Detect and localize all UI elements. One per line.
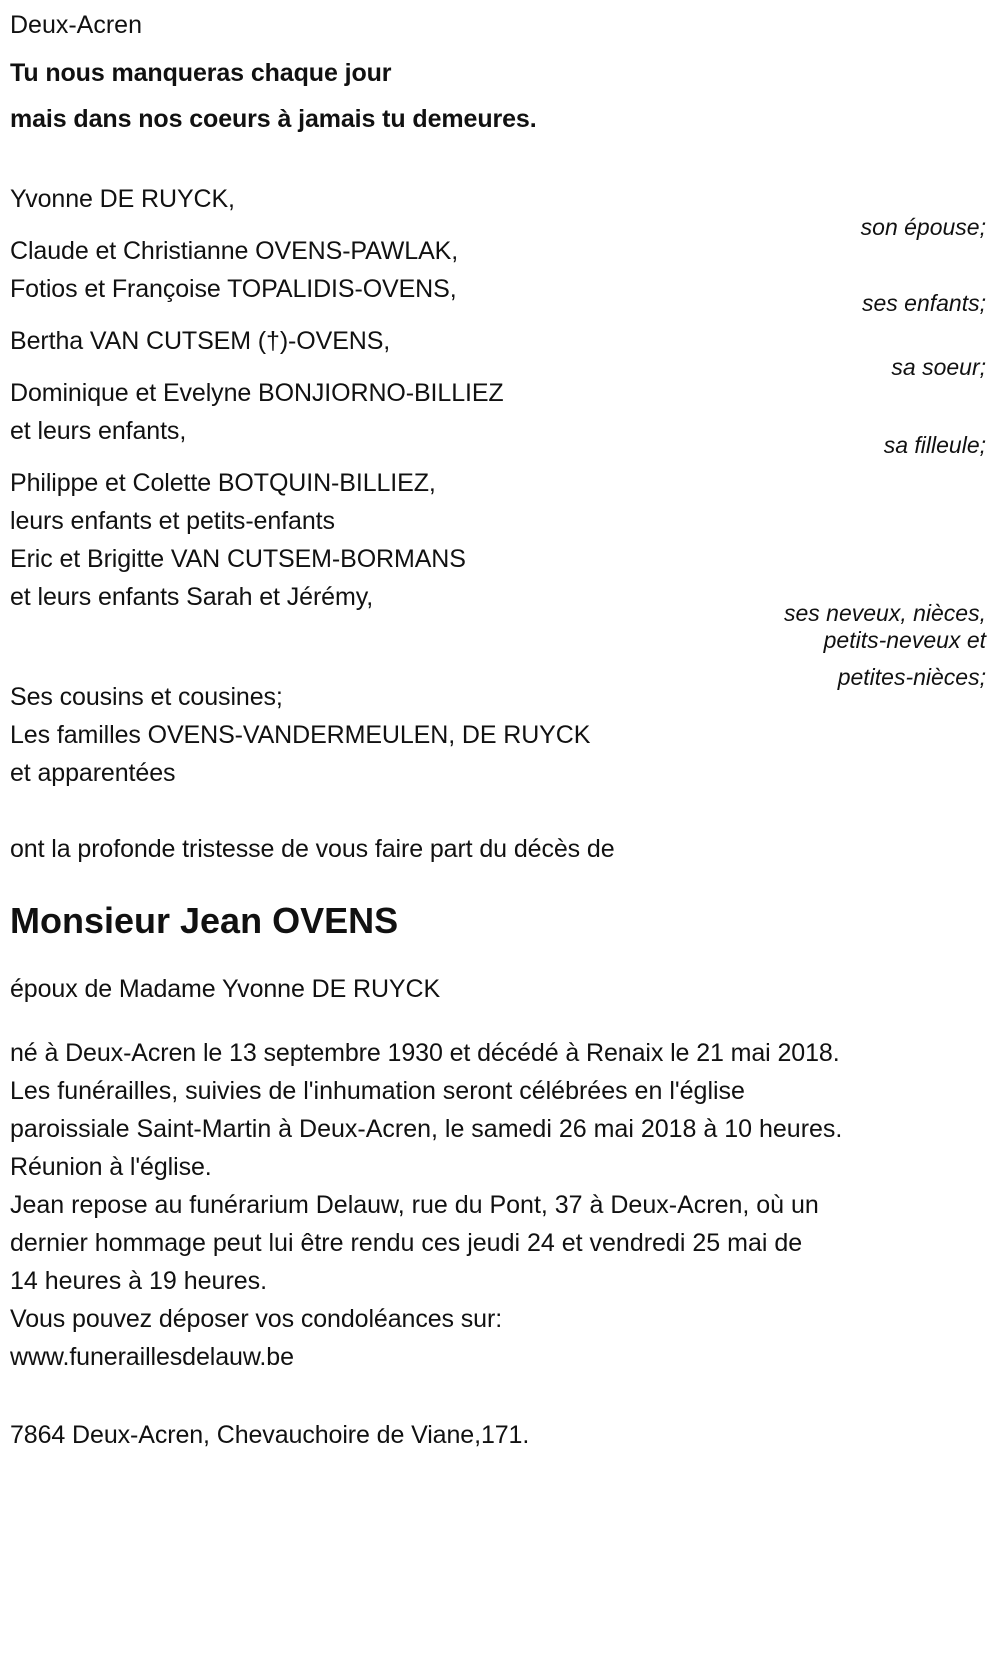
- relation-text: petits-neveux et: [823, 627, 986, 653]
- family-group-sister: [10, 322, 986, 380]
- family-name-line: Philippe et Colette BOTQUIN-BILLIEZ,: [10, 469, 436, 497]
- extended-family-line: Les familles OVENS-VANDERMEULEN, DE RUYCK: [10, 721, 591, 749]
- relation-text: sa soeur;: [891, 354, 986, 380]
- family-name-line: Bertha VAN CUTSEM (†)-OVENS,: [10, 327, 391, 355]
- family-name-line: et leurs enfants Sarah et Jérémy,: [10, 583, 374, 611]
- family-name-line: Claude et Christianne OVENS-PAWLAK,: [10, 237, 459, 265]
- family-names: [10, 464, 670, 616]
- visitation-line: 14 heures à 19 heures.: [10, 1267, 268, 1295]
- spacer: [10, 450, 986, 464]
- family-name-line: leurs enfants et petits-enfants: [10, 507, 335, 535]
- visitation-line: dernier hommage peut lui être rendu ces jeudi 24 et vendredi 25 mai de: [10, 1229, 803, 1257]
- spacer: [10, 218, 986, 232]
- spacer: [10, 360, 986, 374]
- relation-text: ses neveux, nièces,: [783, 600, 986, 626]
- spacer: [10, 792, 986, 830]
- family-group-spouse: [10, 180, 986, 240]
- spacer: [10, 944, 986, 970]
- family-group-nephews-nieces: [10, 464, 986, 690]
- relation-text: son épouse;: [860, 214, 986, 240]
- epitaph-line-1: Tu nous manqueras chaque jour: [10, 59, 392, 87]
- family-names: [10, 232, 670, 308]
- spacer: [10, 868, 986, 898]
- family-name-line: Yvonne DE RUYCK,: [10, 185, 235, 213]
- condolences-label: Vous pouvez déposer vos condoléances sur:: [10, 1305, 503, 1333]
- funeral-line: Les funérailles, suivies de l'inhumation seront célébrées en l'église: [10, 1077, 745, 1105]
- relation-text: sa filleule;: [883, 432, 986, 458]
- family-name-line: Dominique et Evelyne BONJIORNO-BILLIEZ: [10, 379, 504, 407]
- place-heading: Deux-Acren: [10, 11, 142, 39]
- family-names: [10, 180, 670, 218]
- relation-label: [784, 600, 986, 691]
- epitaph-line-2: mais dans nos coeurs à jamais tu demeures.: [10, 105, 537, 133]
- funeral-line: paroissiale Saint-Martin à Deux-Acren, le samedi 26 mai 2018 à 10 heures.: [10, 1115, 843, 1143]
- spacer: [10, 308, 986, 322]
- spacer: [10, 1376, 986, 1416]
- website-link[interactable]: www.funeraillesdelauw.be: [10, 1343, 294, 1371]
- deceased-name: Monsieur Jean OVENS: [10, 900, 399, 941]
- extended-family-block: [10, 678, 986, 792]
- gathering-line: Réunion à l'église.: [10, 1153, 212, 1181]
- visitation-details: [10, 1186, 986, 1300]
- spacer: [10, 1008, 986, 1034]
- family-group-goddaughter: [10, 374, 986, 458]
- funeral-details: [10, 1072, 986, 1148]
- family-names: [10, 374, 670, 450]
- birth-death-line: né à Deux-Acren le 13 septembre 1930 et décédé à Renaix le 21 mai 2018.: [10, 1039, 840, 1067]
- family-group-children: [10, 232, 986, 316]
- relation-text: ses enfants;: [861, 290, 986, 316]
- family-name-line: Fotios et Françoise TOPALIDIS-OVENS,: [10, 275, 457, 303]
- announcement-text: ont la profonde tristesse de vous faire part du décès de: [10, 835, 615, 863]
- extended-family-line: et apparentées: [10, 759, 176, 787]
- extended-family-line: Ses cousins et cousines;: [10, 683, 283, 711]
- family-name-line: Eric et Brigitte VAN CUTSEM-BORMANS: [10, 545, 466, 573]
- relation-label: [884, 428, 986, 462]
- spouse-line: époux de Madame Yvonne DE RUYCK: [10, 975, 441, 1003]
- relation-label: [862, 286, 986, 320]
- spacer: [10, 142, 986, 180]
- family-name-line: et leurs enfants,: [10, 417, 187, 445]
- family-names: [10, 322, 670, 360]
- funeral-home-address: 7864 Deux-Acren, Chevauchoire de Viane,171.: [10, 1421, 530, 1449]
- relation-text: petites-nièces;: [837, 664, 986, 690]
- visitation-line: Jean repose au funérarium Delauw, rue du Pont, 37 à Deux-Acren, où un: [10, 1191, 819, 1219]
